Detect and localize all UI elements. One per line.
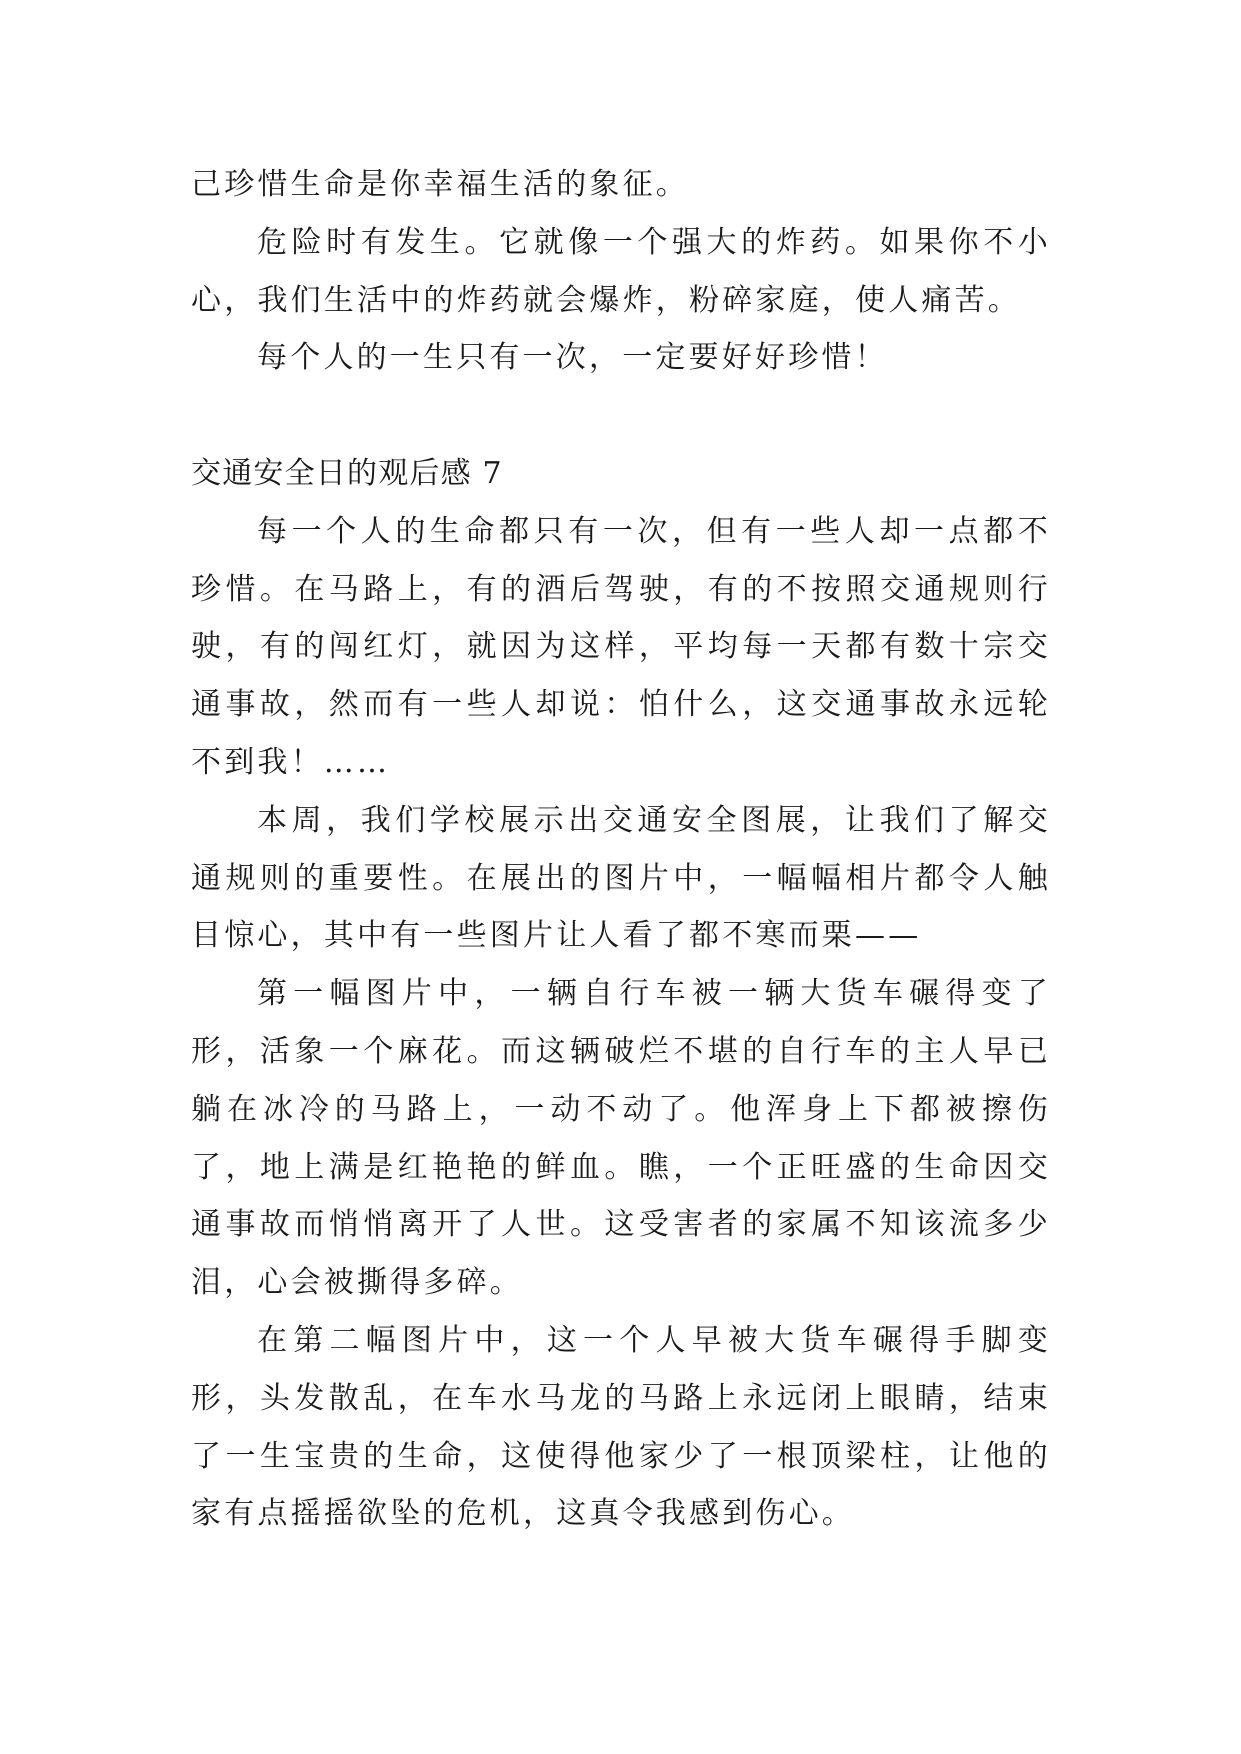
section-heading: 交通安全日的观后感 7 [191,455,503,491]
paragraph-continuation: 己珍惜生命是你幸福生活的象征。 [191,167,689,202]
paragraph-danger: 危险时有发生。它就像一个强大的炸药。如果你不小心，我们生活中的炸药就会爆炸，粉碎家庭，使人痛苦。 [191,224,1051,318]
paragraph-exhibition: 本周，我们学校展示出交通安全图展，让我们了解交通规则的重要性。在展出的图片中，一幅幅相片都令人触目惊心，其中有一些图片让人看了都不寒而栗—— [191,802,1051,954]
paragraph-cherish-life: 每个人的一生只有一次，一定要好好珍惜！ [257,340,888,376]
paragraph-first-picture: 第一幅图片中，一辆自行车被一辆大货车碾得变了形，活象一个麻花。而这辆破烂不堪的自行车的主人早已躺在冰冷的马路上，一动不动了。他浑身上下都被擦伤了，地上满是红艳艳的鲜血。瞧，一个正旺盛的生命因交通事故而悄悄离开了人世。这受害者的家属不知该流多少泪，心会被撕得多碎。 [191,976,1051,1301]
paragraph-intro: 每一个人的生命都只有一次，但有一些人却一点都不珍惜。在马路上，有的酒后驾驶，有的不按照交通规则行驶，有的闯红灯，就因为这样，平均每一天都有数十宗交通事故，然而有一些人却说：怕什么，这交通事故永远轮不到我！…… [191,513,1051,780]
document-body [191,156,1051,1543]
section-spacer [191,387,1051,445]
paragraph-second-picture: 在第二幅图片中，这一个人早被大货车碾得手脚变形，头发散乱，在车水马龙的马路上永远闭上眼睛，结束了一生宝贵的生命，这使得他家少了一根顶梁柱，让他的家有点摇摇欲坠的危机，这真令我感到伤心。 [191,1322,1051,1532]
